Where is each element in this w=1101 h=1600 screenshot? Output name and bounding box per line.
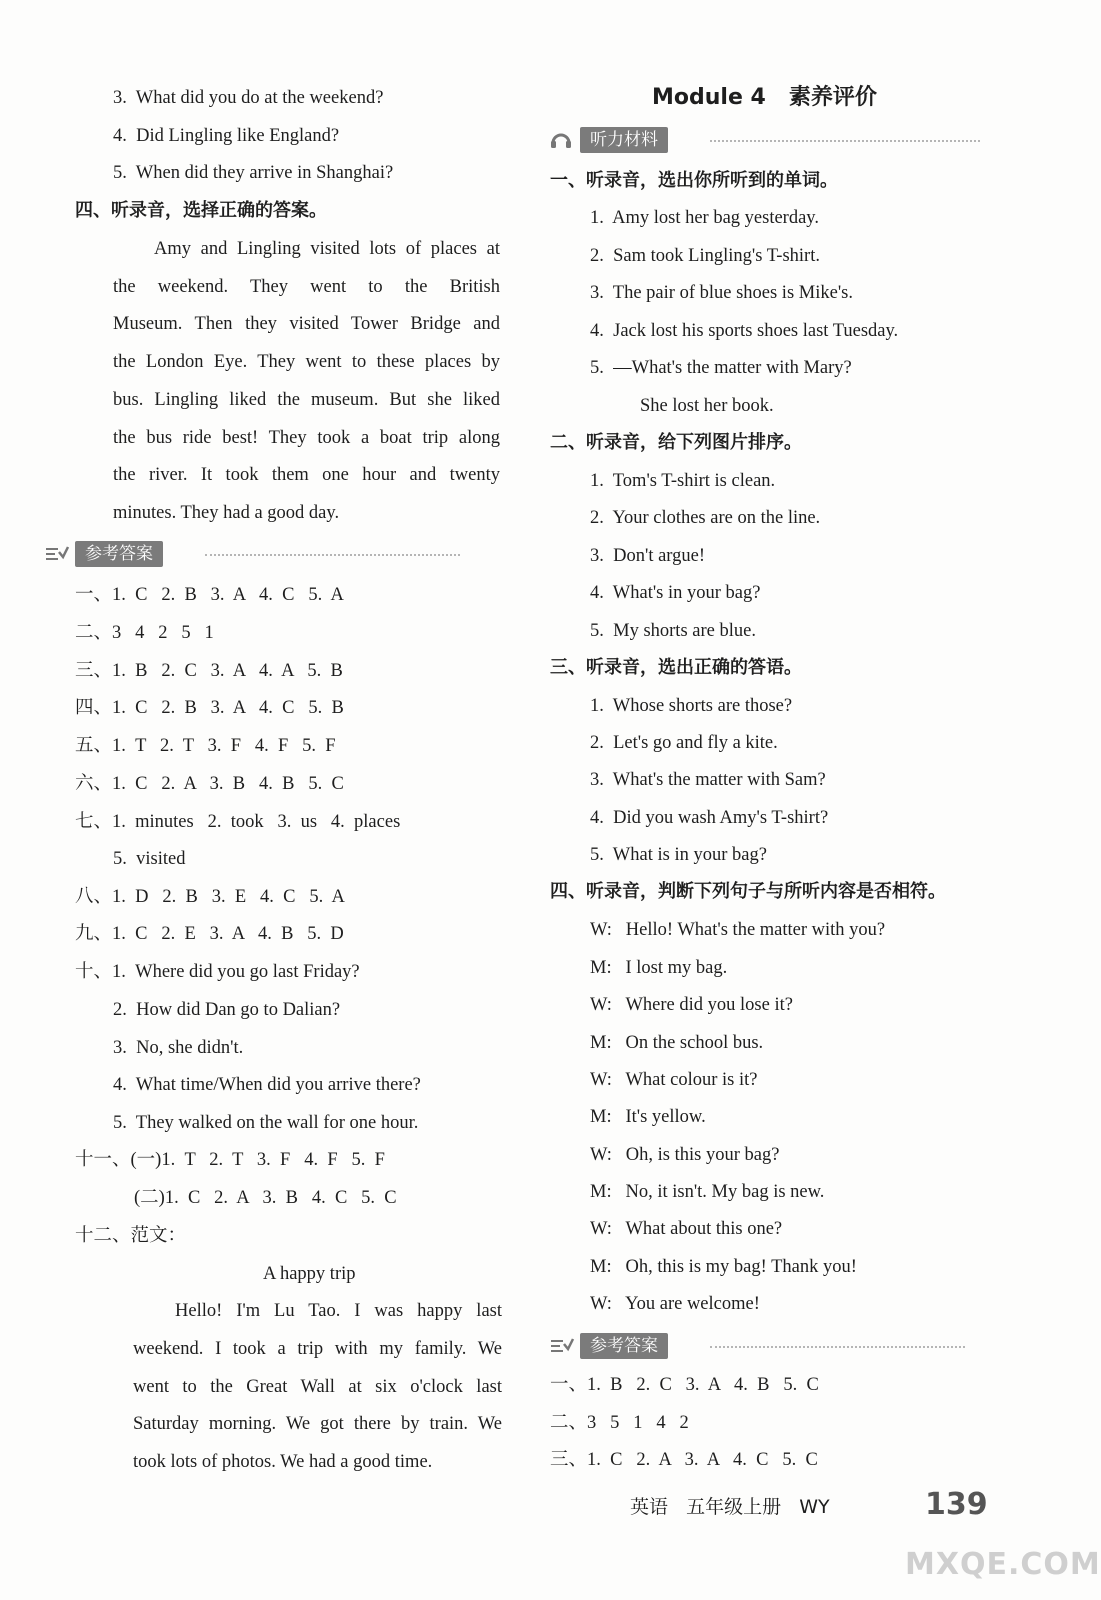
right-text-line: W: What about this one? [590, 1219, 783, 1239]
dotted-divider [710, 140, 980, 142]
left-text-line: 4. What time/When did you arrive there? [113, 1075, 421, 1095]
right-text-line: W: You are welcome! [590, 1294, 760, 1314]
right-text-line: 1. Tom's T-shirt is clean. [590, 471, 776, 491]
right-text-line: M: It's yellow. [590, 1107, 706, 1127]
right-text-line: 2. Sam took Lingling's T-shirt. [590, 246, 820, 266]
right-text-line: 二、3 5 1 4 2 [550, 1413, 689, 1433]
left-text-line: minutes. They had a good day. [113, 503, 340, 523]
left-text-line: took lots of photos. We had a good time. [133, 1452, 433, 1472]
left-text-line: 4. Did Lingling like England? [113, 126, 340, 146]
left-text-line: 5. When did they arrive in Shanghai? [113, 163, 394, 183]
left-text-line: 六、1. C 2. A 3. B 4. B 5. C [75, 774, 344, 794]
left-text-line: weekend. I took a trip with my family. We [133, 1339, 502, 1359]
left-text-line: 七、1. minutes 2. took 3. us 4. places [75, 812, 401, 832]
right-text-line: 一、1. B 2. C 3. A 4. B 5. C [550, 1375, 819, 1395]
left-text-line: the river. It took them one hour and twenty [113, 465, 500, 485]
right-text-line: 三、1. C 2. A 3. A 4. C 5. C [550, 1450, 818, 1470]
left-text-line: 三、1. B 2. C 3. A 4. A 5. B [75, 661, 343, 681]
right-text-line: 2. Let's go and fly a kite. [590, 733, 778, 753]
right-text-line: 5. My shorts are blue. [590, 621, 756, 641]
left-text-line: 十、1. Where did you go last Friday? [75, 962, 360, 982]
left-text-line: Saturday morning. We got there by train. We [133, 1414, 502, 1434]
left-text-line: the bus ride best! They took a boat trip along [113, 428, 500, 448]
left-text-line: (二)1. C 2. A 3. B 4. C 5. C [134, 1188, 397, 1208]
right-text-line: 4. Jack lost his sports shoes last Tuesday. [590, 321, 899, 341]
left-text-line: bus. Lingling liked the museum. But she liked [113, 390, 500, 410]
right-text-line: 3. Don't argue! [590, 546, 705, 566]
right-text-line: W: Where did you lose it? [590, 995, 793, 1015]
left-text-line: 二、3 4 2 5 1 [75, 623, 214, 643]
answer-list-icon [45, 545, 69, 567]
watermark: MXQE.COM [905, 1547, 1101, 1582]
left-text-line: 四、1. C 2. B 3. A 4. C 5. B [75, 698, 344, 718]
dotted-divider [710, 1346, 965, 1348]
dotted-divider [205, 554, 460, 556]
right-text-line: She lost her book. [640, 396, 774, 416]
right-text-line: W: Hello! What's the matter with you? [590, 920, 886, 940]
right-text-line: 5. —What's the matter with Mary? [590, 358, 852, 378]
left-text-line: 十二、范文： [75, 1226, 187, 1246]
headphone-icon [550, 131, 572, 153]
left-text-line: A happy trip [263, 1264, 356, 1284]
right-text-line: 2. Your clothes are on the line. [590, 508, 821, 528]
right-text-line: 3. The pair of blue shoes is Mike's. [590, 283, 853, 303]
right-text-line: M: On the school bus. [590, 1033, 764, 1053]
left-text-line: 八、1. D 2. B 3. E 4. C 5. A [75, 887, 345, 907]
right-text-line: 3. What's the matter with Sam? [590, 770, 826, 790]
left-text-line: 十一、(一)1. T 2. T 3. F 4. F 5. F [75, 1150, 385, 1170]
section-heading: 四、听录音，选择正确的答案。 [75, 200, 327, 221]
right-text-line: W: What colour is it? [590, 1070, 758, 1090]
section-tag-listening: 听力材料 [580, 127, 668, 153]
left-text-line: 五、1. T 2. T 3. F 4. F 5. F [75, 736, 336, 756]
left-text-line: Amy and Lingling visited lots of places at [154, 239, 500, 259]
section-heading: 二、听录音，给下列图片排序。 [550, 432, 802, 453]
module-title: Module 4 素养评价 [652, 85, 877, 110]
left-text-line: 5. They walked on the wall for one hour. [113, 1113, 419, 1133]
left-text-line: 3. What did you do at the weekend? [113, 88, 384, 108]
left-text-line: the weekend. They went to the British [113, 277, 500, 297]
right-text-line: W: Oh, is this your bag? [590, 1145, 780, 1165]
section-heading: 一、听录音，选出你所听到的单词。 [550, 170, 838, 191]
right-text-line: M: Oh, this is my bag! Thank you! [590, 1257, 857, 1277]
right-text-line: 4. What's in your bag? [590, 583, 761, 603]
section-tag-answers: 参考答案 [75, 541, 163, 567]
footer-subject: 英语 五年级上册 WY [630, 1496, 830, 1518]
left-text-line: 一、1. C 2. B 3. A 4. C 5. A [75, 585, 344, 605]
right-text-line: 1. Amy lost her bag yesterday. [590, 208, 819, 228]
answer-list-icon [550, 1337, 574, 1359]
left-text-line: Hello! I'm Lu Tao. I was happy last [175, 1301, 502, 1321]
right-text-line: 1. Whose shorts are those? [590, 696, 793, 716]
right-text-line: 4. Did you wash Amy's T-shirt? [590, 808, 829, 828]
right-text-line: 5. What is in your bag? [590, 845, 767, 865]
left-text-line: went to the Great Wall at six o'clock last [133, 1377, 502, 1397]
left-text-line: 5. visited [113, 849, 186, 869]
page-number: 139 [925, 1487, 988, 1522]
left-text-line: 九、1. C 2. E 3. A 4. B 5. D [75, 924, 344, 944]
left-text-line: Museum. Then they visited Tower Bridge and [113, 314, 500, 334]
right-text-line: M: No, it isn't. My bag is new. [590, 1182, 825, 1202]
left-text-line: 2. How did Dan go to Dalian? [113, 1000, 341, 1020]
right-text-line: M: I lost my bag. [590, 958, 728, 978]
left-text-line: 3. No, she didn't. [113, 1038, 244, 1058]
left-text-line: the London Eye. They went to these places by [113, 352, 500, 372]
section-heading: 四、听录音，判断下列句子与所听内容是否相符。 [550, 881, 946, 902]
section-tag-answers: 参考答案 [580, 1333, 668, 1359]
section-heading: 三、听录音，选出正确的答语。 [550, 657, 802, 678]
